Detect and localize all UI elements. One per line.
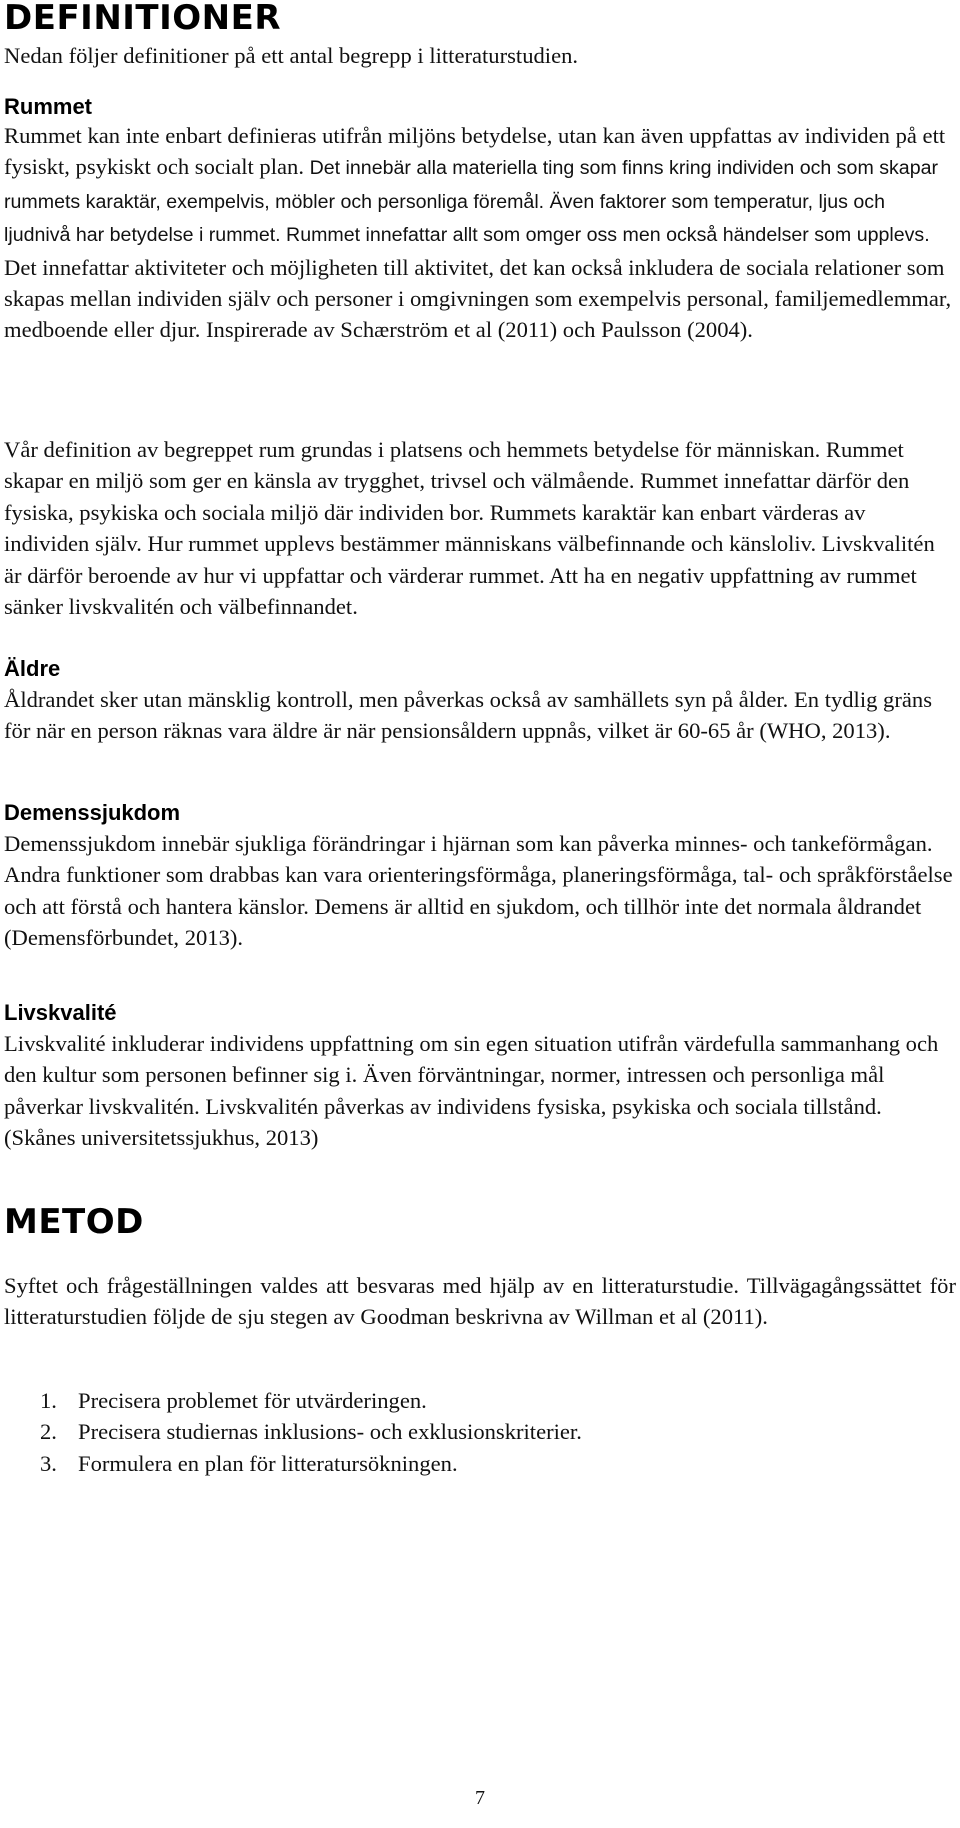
rummet-paragraph-1 — [4, 120, 956, 346]
list-item-text: Precisera studiernas inklusions- och exklusionskriterier. — [78, 1419, 582, 1445]
list-item — [40, 1385, 582, 1416]
list-item — [40, 1416, 582, 1447]
demenssjukdom-paragraph: Demenssjukdom innebär sjukliga förändringar i hjärnan som kan påverka minnes- och tankeförmågan. Andra funktioner som drabbas kan vara orienteringsförmåga, planeringsförmåga, tal- och språkförståelse och att förstå och hantera känslor. Demens är alltid en sjukdom, och tillhör inte det normala åldrandet (Demensförbundet, 2013). — [4, 831, 953, 951]
list-item-number: 1. — [40, 1388, 57, 1413]
rummet-heading: Rummet — [4, 94, 93, 119]
list-item-text: Formulera en plan för litteratursökningen. — [78, 1450, 458, 1476]
aldre-heading: Äldre — [4, 656, 61, 681]
rummet-p1-part-c: Det innefattar aktiviteter och möjligheten till aktivitet, det kan också inkludera de sociala relationer som skapas mellan individen själv och personer i omgivningen som exempelvis personal, familjemedlemmar, medboende eller djur. Inspirerade av Schærström et al (2011) och Paulsson (2004). — [4, 254, 952, 343]
list-item-number: 2. — [40, 1419, 57, 1445]
rummet-p1-part-a: Rummet kan inte enbart definieras utifrån miljöns betydelse, utan kan även uppfattas av individen på ett fysiskt, psykiskt och socialt plan. — [4, 123, 946, 180]
definitioner-intro: Nedan följer definitioner på ett antal begrepp i litteraturstudien. — [4, 43, 579, 68]
definitioner-heading: DEFINITIONER — [4, 0, 282, 38]
rummet-paragraph-2: Vår definition av begreppet rum grundas i platsens och hemmets betydelse för människan. Rummet skapar en miljö som ger en känsla av trygghet, trivsel och välmående. Rummet innefattar därför den fysiska, psykiska och sociala miljö där individen bor. Rummets karaktär kan enbart värderas av individen själv. Hur rummet upplevs bestämmer människans välbefinnande och känsloliv. Livskvalitén är därför beroende av hur vi uppfattar och värderar rummet. Att ha en negativ uppfattning av rummet sänker livskvalitén och välbefinnandet. — [4, 437, 935, 620]
aldre-paragraph: Åldrandet sker utan mänsklig kontroll, men påverkas också av samhällets syn på ålder. En tydlig gräns för när en person räknas vara äldre är när pensionsåldern uppnås, vilket är 60-65 år (WHO, 2013). — [4, 687, 932, 744]
livskvalite-paragraph: Livskvalité inkluderar individens uppfattning om sin egen situation utifrån värdefulla sammanhang och den kultur som personen befinner sig i. Även förväntningar, normer, intressen och personliga mål påverkar livskvalitén. Livskvalitén påverkas av individens fysiska, psykiska och sociala tillstånd. (Skånes universitetssjukhus, 2013) — [4, 1031, 939, 1151]
demenssjukdom-heading: Demenssjukdom — [4, 800, 181, 825]
metod-steps-list — [40, 1385, 582, 1479]
list-item-number: 3. — [40, 1450, 57, 1476]
rummet-p1-part-b: Det innebär alla materiella ting som finns kring individen och som skapar rummets karaktär, exempelvis, möbler och personliga föremål. Även faktorer som temperatur, ljus och ljudnivå har betydelse i rummet. Rummet innefattar allt som omger oss men också händelser som upplevs. — [4, 157, 939, 247]
metod-heading: METOD — [4, 1202, 144, 1242]
list-item-text: Precisera problemet för utvärderingen. — [78, 1388, 427, 1413]
metod-paragraph: Syftet och frågeställningen valdes att besvaras med hjälp av en litteraturstudie. Tillvägagångssättet för litteraturstudien följde de sju stegen av Goodman beskrivna av Willman et al (2011). — [4, 1273, 956, 1330]
page-number: 7 — [475, 1787, 485, 1809]
livskvalite-heading: Livskvalité — [4, 1000, 117, 1025]
list-item — [40, 1448, 582, 1479]
